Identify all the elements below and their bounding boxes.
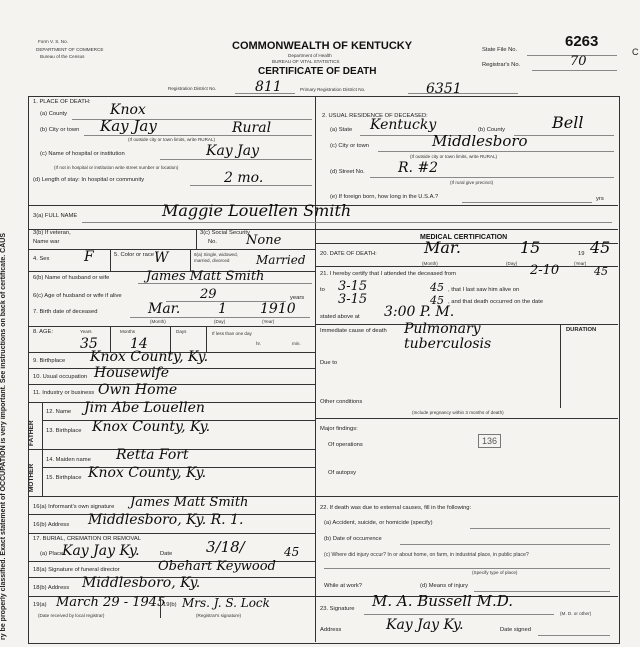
certificate-number: 6263 [565, 33, 599, 50]
father-name-value: Jim Abe Louellen [84, 400, 205, 416]
occupation-value: Housewife [94, 365, 170, 381]
due-to-label: Due to [320, 360, 338, 366]
of-operations-label: Of operations [328, 442, 363, 448]
fd-address-value: Middlesboro, Ky. [82, 575, 201, 591]
certificate-title: CERTIFICATE OF DEATH [258, 66, 377, 77]
res-city-label: (c) City or town [330, 143, 369, 149]
filed-label: 19(a) [33, 602, 47, 608]
dod-year: 45 [590, 238, 611, 257]
immediate-cause-value: Pulmonary tuberculosis [404, 321, 492, 353]
immediate-cause-label: Immediate cause of death [320, 328, 387, 334]
means-label: (d) Means of injury [420, 583, 469, 589]
father-birthplace-value: Knox County, Ky. [92, 419, 211, 435]
injury-type-note: (Specify type of place) [472, 570, 518, 575]
hospital-label: (c) Name of hospital or institution [40, 151, 125, 157]
birth-month-lbl: (Month) [150, 319, 166, 324]
res-city-value: Middlesboro [432, 132, 528, 150]
hour-label: stated above at [320, 314, 360, 320]
veteran-label: 3(b) If veteran, [33, 230, 71, 236]
stamp-number: 136 [478, 434, 501, 448]
res-county-value: Bell [552, 113, 584, 132]
death-occurred-text: , and that death occurred on the date [448, 299, 544, 305]
filed-note: (Date received by local registrar) [38, 613, 105, 618]
birth-date-label: 7. Birth date of deceased [33, 309, 98, 315]
major-findings-label: Major findings: [320, 426, 358, 432]
hospital-note: (If not in hospital or institution write street number or location) [54, 165, 179, 170]
spouse-age-unit: years [290, 295, 305, 301]
attend-to-year: 45 [430, 281, 444, 294]
dod-day: 15 [520, 238, 541, 257]
informant-addr-value: Middlesboro, Ky. R. 1. [88, 512, 244, 528]
mother-birthplace-value: Knox County, Ky. [88, 465, 207, 481]
hospital-value: Kay Jay [206, 143, 260, 159]
age-hr: hr. [256, 341, 262, 346]
reg-district-label: Registration District No. [168, 86, 217, 91]
occupation-label: 10. Usual occupation [33, 374, 88, 380]
father-birthplace-label: 13. Birthplace [46, 428, 82, 434]
spouse-age-value: 29 [200, 287, 217, 302]
registrar-sig-value: Mrs. J. S. Lock [182, 596, 270, 610]
fd-address-label: 18(b) Address [33, 585, 70, 591]
age-years-lbl: Years [80, 329, 92, 334]
injury-place-label: (c) Where did injury occur? In or about home, on farm, in industrial place, in public place? [324, 552, 529, 558]
res-city-note: (If outside city or town limits, write RURAL) [410, 154, 498, 159]
spouse-value: James Matt Smith [146, 269, 265, 284]
informant-addr-label: 16(b) Address [33, 522, 70, 528]
ssn-value: None [246, 233, 282, 248]
pregnancy-note: (Include pregnancy within 3 months of death) [412, 410, 504, 415]
registrar-no-label: Registrar's No. [482, 62, 521, 68]
informant-sig-label: 16(a) Informant's own signature [33, 504, 115, 510]
ssn-no-label: No. [208, 239, 218, 245]
death-city-note: (If outside city or town limits, write RURAL) [128, 137, 216, 142]
age-years-value: 35 [80, 336, 98, 352]
age-months-value: 14 [130, 336, 148, 352]
stay-value: 2 mo. [224, 170, 264, 186]
birthplace-value: Knox County, Ky. [90, 349, 209, 365]
burial-date-year: 45 [284, 545, 300, 559]
stay-label: (d) Length of stay: In hospital or community [33, 177, 145, 183]
medical-heading: MEDICAL CERTIFICATION [420, 234, 508, 241]
res-street-label: (d) Street No. [330, 169, 365, 175]
mother-side-label: MOTHER [28, 463, 35, 492]
physician-addr-value: Kay Jay Ky. [386, 617, 464, 633]
death-county-label: (a) County [40, 111, 68, 117]
marital-value: Married [256, 253, 306, 267]
dept-health: Department of Health [288, 53, 332, 58]
place-of-death-heading: 1. PLACE OF DEATH: [33, 99, 91, 105]
dod-month: Mar. [424, 238, 461, 257]
spouse-label: 6(b) Name of husband or wife [33, 275, 110, 281]
birth-year: 1910 [260, 301, 296, 317]
other-conditions-label: Other conditions [320, 399, 363, 405]
ssn-label: 3(c) Social Security [200, 230, 250, 236]
father-side-label: FATHER [28, 420, 35, 446]
color-label: 5. Color or race [114, 252, 154, 258]
informant-sig-value: James Matt Smith [130, 495, 249, 510]
sex-label: 4. Sex [33, 256, 50, 262]
death-city-value: Kay Jay [100, 117, 157, 135]
bureau-vital-statistics: BUREAU OF VITAL STATISTICS [272, 59, 340, 64]
attend-to-year-repeat: 45 [430, 294, 444, 307]
form-number: Form V. S. No. [38, 39, 68, 44]
res-state-value: Kentucky [370, 117, 437, 133]
age-min: min. [292, 341, 301, 346]
age-days-lbl: Days [176, 329, 187, 334]
burial-date-label: Date [160, 551, 173, 557]
mother-maiden-label: 14. Maiden name [46, 457, 91, 463]
war-label: Name war [33, 239, 60, 245]
mother-maiden-value: Retta Fort [116, 447, 189, 463]
physician-addr-label: Address [320, 627, 342, 633]
burial-place-label: (a) Place [40, 551, 64, 557]
external-heading: 22. If death was due to external causes, fill in the following: [320, 505, 472, 511]
occurrence-label: (b) Date of occurrence [324, 536, 382, 542]
death-county-value: Knox [110, 102, 146, 118]
death-rural-value: Rural [232, 120, 272, 136]
full-name-value: Maggie Louellen Smith [162, 201, 352, 220]
attend-from-year: 45 [594, 265, 608, 278]
last-saw-text: , that I last saw him alive on [448, 287, 520, 293]
of-autopsy-label: Of autopsy [328, 470, 357, 476]
accident-label: (a) Accident, suicide, or homicide (specify) [324, 520, 433, 526]
attend-to-repeat: 3-15 [338, 292, 368, 307]
dept-commerce: DEPARTMENT OF COMMERCE [36, 47, 104, 52]
birth-day: 1 [218, 301, 227, 317]
foreign-yrs: yrs [596, 196, 604, 202]
res-street-note: (If rural give precinct) [450, 180, 494, 185]
primary-reg-label: Primary Registration District No. [300, 87, 366, 92]
hour-value: 3:00 P. M. [384, 304, 455, 320]
age-lt1-label: If less than one day [212, 331, 252, 336]
commonwealth-title: COMMONWEALTH OF KENTUCKY [232, 40, 413, 52]
birth-day-lbl: (Day) [214, 319, 226, 324]
burial-place-value: Kay Jay Ky. [62, 543, 140, 559]
res-county-label: (b) County [478, 127, 506, 133]
res-street-value: R. #2 [398, 160, 439, 176]
age-label: 8. AGE: [33, 329, 53, 335]
date-signed-label: Date signed [500, 627, 531, 633]
industry-label: 11. Industry or business [33, 390, 95, 396]
marital-label: 6(a) Single, widowed, married, divorced [194, 252, 238, 263]
color-value: W [154, 250, 169, 266]
dod-year-prefix: 19 [578, 251, 585, 257]
dod-year-lbl: (Year) [574, 261, 587, 266]
funeral-director-value: Obehart Keywood [158, 559, 276, 574]
registrar-sig-label: 19(b) [163, 602, 177, 608]
margin-instructions: ry be properly classified. Exact statement of OCCUPATION is very important. See instructions on back of certificate. CAUS [0, 232, 7, 640]
attend-to-label: to [320, 287, 325, 293]
industry-value: Own Home [98, 382, 178, 398]
usual-residence-heading: 2. USUAL RESIDENCE OF DECEASED: [322, 113, 428, 119]
death-city-label: (b) City or town [40, 127, 80, 133]
bureau-census: Bureau of the Census [40, 54, 85, 59]
attend-label: 21. I hereby certify that I attended the deceased from [320, 271, 456, 277]
while-at-work-label: While at work? [324, 583, 363, 589]
birth-year-lbl: (Year) [262, 319, 275, 324]
burial-date-value: 3/18/ [206, 538, 245, 556]
attend-from: 2-10 [530, 263, 560, 278]
sex-value: F [84, 249, 94, 265]
father-name-label: 12. Name [46, 409, 72, 415]
md-note: (M. D. or other) [560, 611, 592, 616]
reg-district-value: 811 [255, 79, 282, 95]
physician-sig-label: 23. Signature [320, 606, 355, 612]
margin-right-edge: C [632, 47, 639, 57]
dod-month-lbl: (Month) [422, 261, 438, 266]
age-months-lbl: Months [120, 329, 136, 334]
state-file-label: State File No. [482, 47, 518, 53]
res-state-label: (a) State [330, 127, 353, 133]
dod-day-lbl: (Day) [506, 261, 518, 266]
funeral-director-label: 18(a) Signature of funeral director [33, 567, 120, 573]
foreign-born-label: (e) If foreign born, how long in the U.S.A.? [330, 194, 439, 200]
mother-birthplace-label: 15. Birthplace [46, 475, 82, 481]
physician-sig-value: M. A. Bussell M.D. [372, 592, 513, 610]
dod-label: 20. DATE OF DEATH: [320, 251, 377, 257]
burial-heading: 17. BURIAL, CREMATION OR REMOVAL [33, 536, 142, 542]
attend-to: 3-15 [338, 279, 368, 294]
spouse-age-label: 6(c) Age of husband or wife if alive [33, 293, 122, 299]
registrar-no-value: 70 [570, 54, 587, 69]
primary-reg-value: 6351 [426, 81, 462, 97]
duration-label: DURATION [566, 327, 597, 333]
birthplace-label: 9. Birthplace [33, 358, 66, 364]
full-name-label: 3(a) FULL NAME [33, 213, 78, 219]
filed-date-value: March 29 - 1945 [56, 595, 166, 610]
birth-month: Mar. [148, 301, 181, 317]
registrar-note: (Registrar's signature) [196, 613, 242, 618]
